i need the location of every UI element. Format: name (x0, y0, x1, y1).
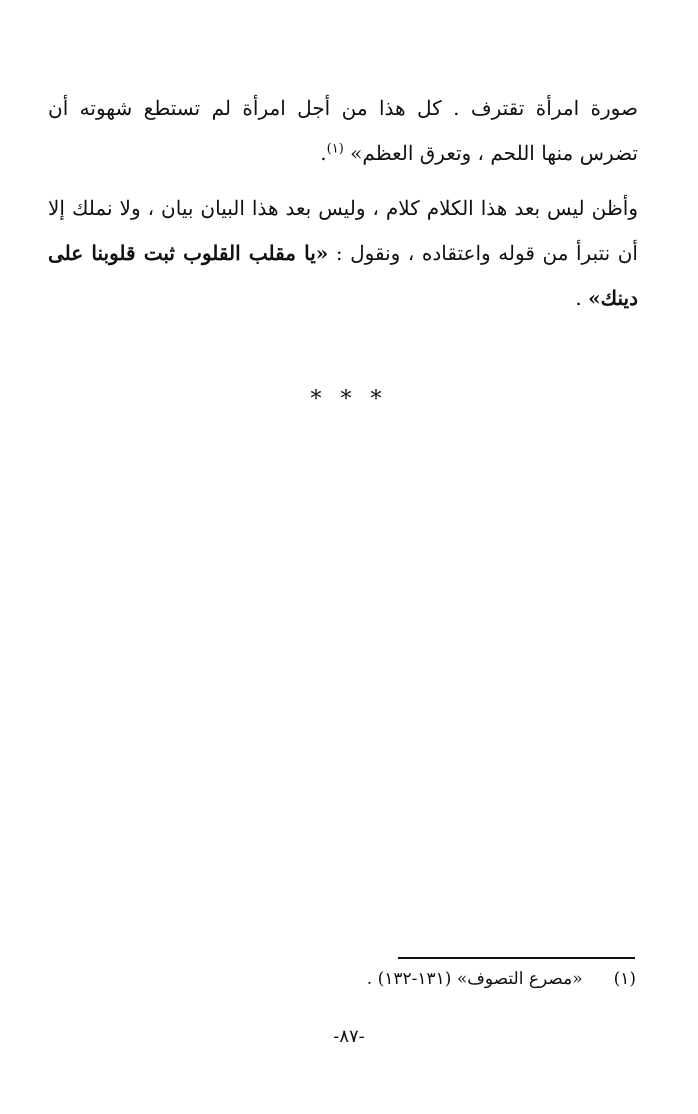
paragraph-1-end: . (320, 141, 327, 165)
paragraph-2 (48, 186, 638, 321)
paragraph-2-text: وأظن ليس بعد هذا الكلام كلام ، وليس بعد هذا البيان بيان ، ولا نملك إلا أن نتبرأ من قوله واعتقاده ، ونقول : (48, 196, 638, 265)
footnote-divider (398, 957, 635, 959)
footnote (300, 964, 636, 994)
paragraph-2-end: . (575, 286, 589, 310)
paragraph-1-text: صورة امرأة تقترف . كل هذا من أجل امرأة لم تستطع شهوته أن تضرس منها اللحم ، وتعرق العظم» (48, 96, 638, 165)
footnote-reference: (١) (326, 141, 344, 157)
footnote-number: (١) (613, 969, 636, 989)
page-number: -٨٧- (333, 1026, 365, 1047)
section-separator: * * * (310, 387, 388, 412)
paragraph-1 (48, 86, 638, 176)
footnote-text: «مصرع التصوف» (١٣١-١٣٢) . (366, 969, 583, 989)
quoted-supplication: «يا مقلب القلوب ثبت قلوبنا على دينك» (48, 241, 638, 310)
